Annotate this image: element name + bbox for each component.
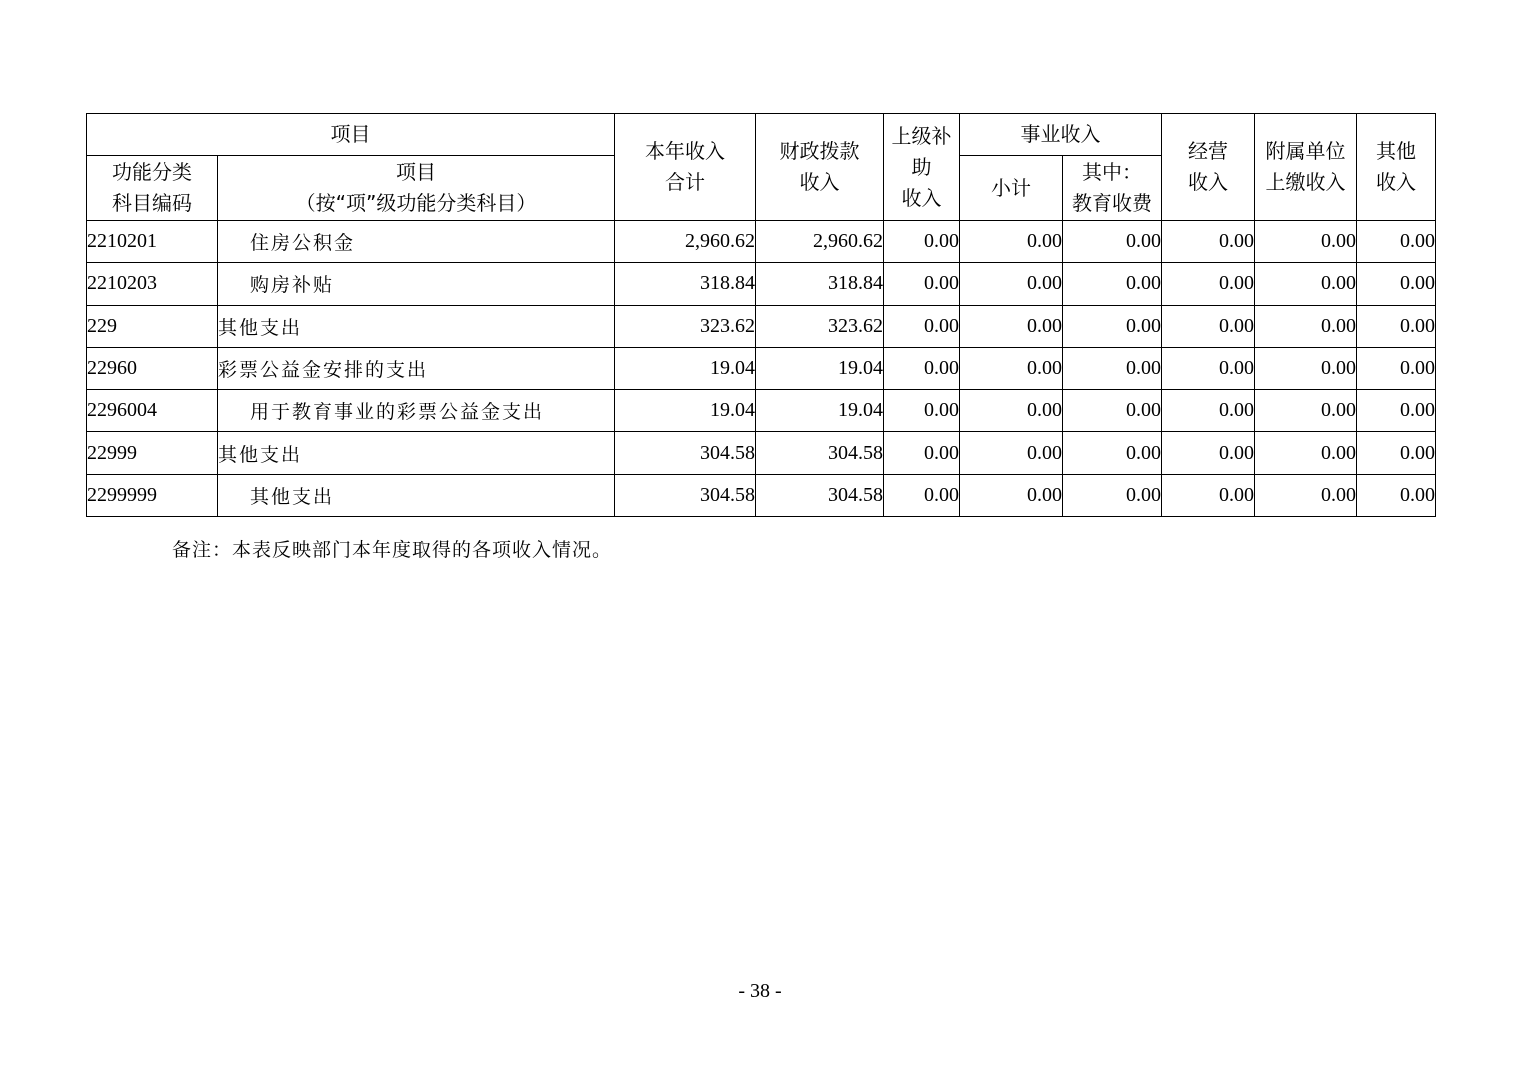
row-code: 2296004 — [87, 390, 218, 432]
row-code: 22999 — [87, 432, 218, 474]
row-value: 0.00 — [1063, 347, 1162, 389]
row-code: 229 — [87, 305, 218, 347]
row-value: 2,960.62 — [615, 221, 756, 263]
header-business-group: 事业收入 — [960, 114, 1162, 156]
row-value: 0.00 — [1357, 390, 1436, 432]
row-name: 购房补贴 — [218, 263, 615, 305]
row-value: 304.58 — [756, 474, 884, 516]
row-value: 0.00 — [1162, 263, 1255, 305]
row-value: 0.00 — [960, 474, 1063, 516]
row-value: 0.00 — [1357, 263, 1436, 305]
row-name: 其他支出 — [218, 432, 615, 474]
row-code: 2210203 — [87, 263, 218, 305]
row-value: 0.00 — [1255, 474, 1357, 516]
row-value: 19.04 — [756, 390, 884, 432]
header-operating: 经营 收入 — [1162, 114, 1255, 221]
row-value: 0.00 — [1162, 474, 1255, 516]
row-value: 0.00 — [1255, 221, 1357, 263]
table-note: 备注：本表反映部门本年度取得的各项收入情况。 — [172, 539, 613, 561]
row-value: 0.00 — [1063, 390, 1162, 432]
row-value: 318.84 — [756, 263, 884, 305]
table-row — [87, 347, 1436, 389]
row-value: 0.00 — [1255, 305, 1357, 347]
row-value: 0.00 — [884, 221, 960, 263]
row-value: 0.00 — [1063, 221, 1162, 263]
row-name: 用于教育事业的彩票公益金支出 — [218, 390, 615, 432]
header-affiliated: 附属单位 上缴收入 — [1255, 114, 1357, 221]
table-row — [87, 221, 1436, 263]
row-value: 2,960.62 — [756, 221, 884, 263]
row-value: 0.00 — [960, 305, 1063, 347]
row-value: 323.62 — [756, 305, 884, 347]
header-name: 项目 （按“项”级功能分类科目） — [218, 156, 615, 221]
row-value: 0.00 — [1162, 390, 1255, 432]
row-value: 0.00 — [1255, 263, 1357, 305]
row-value: 0.00 — [1357, 347, 1436, 389]
header-superior: 上级补 助 收入 — [884, 114, 960, 221]
row-value: 0.00 — [884, 347, 960, 389]
row-value: 0.00 — [884, 263, 960, 305]
header-education: 其中： 教育收费 — [1063, 156, 1162, 221]
row-value: 0.00 — [960, 432, 1063, 474]
row-value: 318.84 — [615, 263, 756, 305]
income-table — [86, 113, 1436, 517]
header-fiscal: 财政拨款 收入 — [756, 114, 884, 221]
table-row — [87, 474, 1436, 516]
row-value: 304.58 — [615, 432, 756, 474]
row-value: 304.58 — [756, 432, 884, 474]
row-value: 0.00 — [884, 390, 960, 432]
row-value: 0.00 — [884, 305, 960, 347]
row-value: 0.00 — [1063, 432, 1162, 474]
row-value: 0.00 — [1357, 432, 1436, 474]
table-row — [87, 432, 1436, 474]
row-value: 0.00 — [960, 263, 1063, 305]
row-name: 其他支出 — [218, 305, 615, 347]
table-body — [87, 221, 1436, 517]
header-code: 功能分类 科目编码 — [87, 156, 218, 221]
row-value: 0.00 — [1063, 305, 1162, 347]
table-row — [87, 263, 1436, 305]
row-name: 住房公积金 — [218, 221, 615, 263]
page-number: - 38 - — [738, 980, 782, 1002]
header-total: 本年收入 合计 — [615, 114, 756, 221]
row-value: 19.04 — [615, 347, 756, 389]
row-code: 2210201 — [87, 221, 218, 263]
row-value: 0.00 — [1357, 305, 1436, 347]
header-other: 其他 收入 — [1357, 114, 1436, 221]
row-value: 0.00 — [1063, 474, 1162, 516]
row-value: 323.62 — [615, 305, 756, 347]
row-name: 其他支出 — [218, 474, 615, 516]
table-row — [87, 390, 1436, 432]
row-value: 0.00 — [1357, 474, 1436, 516]
row-value: 19.04 — [756, 347, 884, 389]
row-value: 0.00 — [884, 474, 960, 516]
row-value: 0.00 — [1255, 390, 1357, 432]
row-value: 19.04 — [615, 390, 756, 432]
row-value: 0.00 — [1357, 221, 1436, 263]
header-item-group: 项目 — [87, 114, 615, 156]
row-value: 0.00 — [1162, 221, 1255, 263]
row-code: 22960 — [87, 347, 218, 389]
row-value: 0.00 — [884, 432, 960, 474]
row-value: 304.58 — [615, 474, 756, 516]
row-value: 0.00 — [1255, 432, 1357, 474]
row-value: 0.00 — [1063, 263, 1162, 305]
row-value: 0.00 — [1255, 347, 1357, 389]
row-value: 0.00 — [1162, 347, 1255, 389]
row-code: 2299999 — [87, 474, 218, 516]
row-value: 0.00 — [1162, 432, 1255, 474]
row-value: 0.00 — [960, 347, 1063, 389]
row-value: 0.00 — [960, 390, 1063, 432]
row-name: 彩票公益金安排的支出 — [218, 347, 615, 389]
row-value: 0.00 — [960, 221, 1063, 263]
row-value: 0.00 — [1162, 305, 1255, 347]
table-row — [87, 305, 1436, 347]
header-subtotal: 小计 — [960, 156, 1063, 221]
